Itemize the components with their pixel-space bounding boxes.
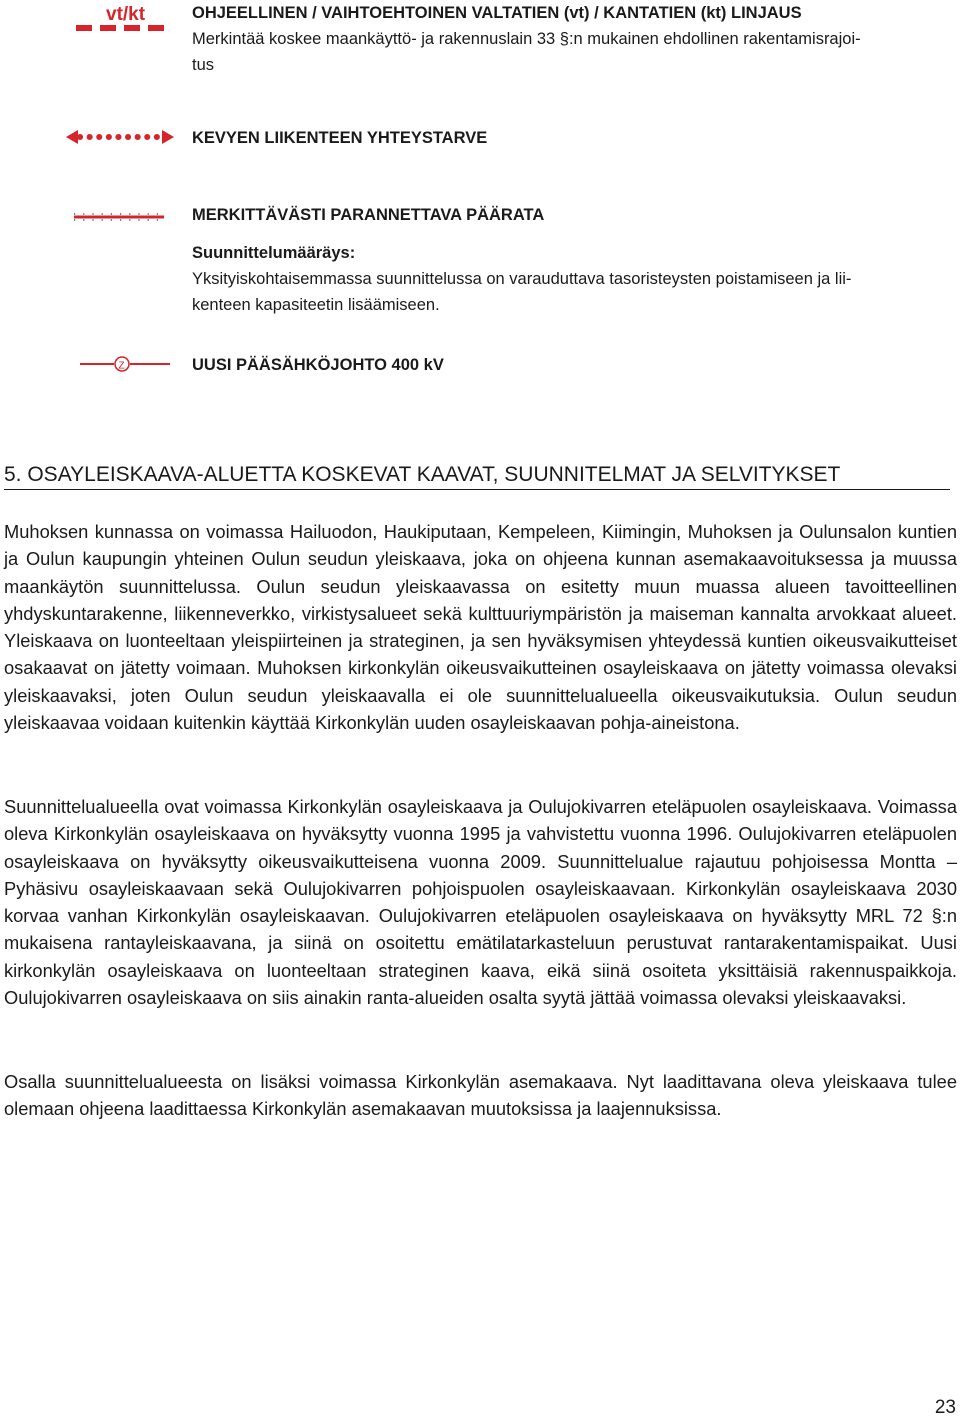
road-symbol-label: vt/kt	[106, 4, 146, 25]
paragraph-1: Muhoksen kunnassa on voimassa Hailuodon, Haukiputaan, Kempeleen, Kiimingin, Muhoksen ja Oulunsalon kuntien ja Oulun kaupungin yhteinen Oulun seudun yleiskaava, joka on ohjeena kunnan asemakaavoituksessa ja muussa maankäytön suunnittelussa. Oulun seudun yleiskaavassa on esitetty muun muassa alueen tavoitteellinen yhdyskuntarakenne, liikenneverkko, virkistysalueet sekä kulttuuriympäristön ja maiseman kannalta arvokkaat alueet. Yleiskaava on luonteeltaan yleispiirteinen ja strateginen, ja sen hyväksymisen yhteydessä kuntien oikeusvaikutteiset osakaavat on jätetty voimaan. Muhoksen kirkonkylän oikeusvaikutteinen osayleiskaava on jätetty voimassa olevaksi yleiskaavaksi, joten Oulun seudun yleiskaavalla ei ole suunnittelualueella oikeusvaikutuksia. Oulun seudun yleiskaavaa voidaan kuitenkin käyttää Kirkonkylän uuden osayleiskaavan pohja-aineistona.	[4, 521, 957, 734]
road-line-desc-1: Merkintää koskee maankäyttö- ja rakennuslain 33 §:n mukainen ehdollinen rakentamisrajoi-	[192, 30, 861, 48]
power-line-symbol-label: Z	[118, 360, 125, 372]
light-traffic-title: KEVYEN LIIKENTEEN YHTEYSTARVE	[192, 129, 488, 147]
section-heading: 5. OSAYLEISKAAVA-ALUETTA KOSKEVAT KAAVAT, SUUNNITELMAT JA SELVITYKSET	[4, 460, 950, 490]
road-line-symbol	[74, 0, 174, 40]
road-line-desc-2: tus	[192, 56, 215, 74]
road-line-title: OHJEELLINEN / VAIHTOEHTOINEN VALTATIEN (vt) / KANTATIEN (kt) LINJAUS	[192, 4, 802, 22]
power-line-icon	[78, 352, 172, 376]
main-rail-desc-2: kenteen kapasiteetin lisäämiseen.	[192, 296, 440, 314]
light-traffic-symbol	[64, 125, 176, 151]
power-line-title: UUSI PÄÄSÄHKÖJOHTO 400 kV	[192, 356, 444, 374]
main-rail-symbol	[72, 206, 166, 226]
railway-icon	[72, 206, 166, 226]
dashed-road-icon	[74, 0, 174, 40]
page-number: 23	[934, 1397, 956, 1418]
paragraph-3: Osalla suunnittelualueesta on lisäksi voimassa Kirkonkylän asemakaava. Nyt laadittavana oleva yleiskaava tulee olemaan ohjeena laadittaessa Kirkonkylän asemakaavan muutoksissa ja laajennuksissa.	[4, 1071, 957, 1120]
dotted-arrow-icon	[64, 125, 176, 151]
power-line-symbol	[78, 352, 172, 376]
main-rail-desc-1: Yksityiskohtaisemmassa suunnittelussa on varauduttava tasoristeysten poistamiseen ja lii-	[192, 270, 852, 288]
main-rail-regulation-label: Suunnittelumääräys:	[192, 244, 356, 262]
paragraph-2: Suunnittelualueella ovat voimassa Kirkonkylän osayleiskaava ja Oulujokivarren eteläpuolen osayleiskaava. Voimassa oleva Kirkonkylän osayleiskaava on hyväksytty vuonna 1995 ja vahvistettu vuonna 1996. Oulujokivarren eteläpuolen osayleiskaava on hyväksytty oikeusvaikutteisena vuonna 2009. Suunnittelualue rajautuu pohjoisessa Montta – Pyhäsivu osayleiskaavaan sekä Oulujokivarren pohjoispuolen osayleiskaavaan. Kirkonkylän osayleiskaava 2030 korvaa vanhan Kirkonkylän osayleiskaavan. Oulujokivarren eteläpuolen osayleiskaava on hyväksytty MRL 72 §:n mukaisena rantayleiskaavana, ja siinä on osoitettu emätilatarkasteluun perustuvat rantarakentamispaikat. Uusi kirkonkylän osayleiskaava on luonteeltaan strateginen kaava, eikä siinä osoiteta yksittäisiä rakennuspaikkoja. Oulujokivarren osayleiskaava on siis ainakin ranta-alueiden osalta syytä jättää voimassa olevaksi yleiskaavaksi.	[4, 796, 957, 1009]
main-rail-title: MERKITTÄVÄSTI PARANNETTAVA PÄÄRATA	[192, 206, 545, 224]
